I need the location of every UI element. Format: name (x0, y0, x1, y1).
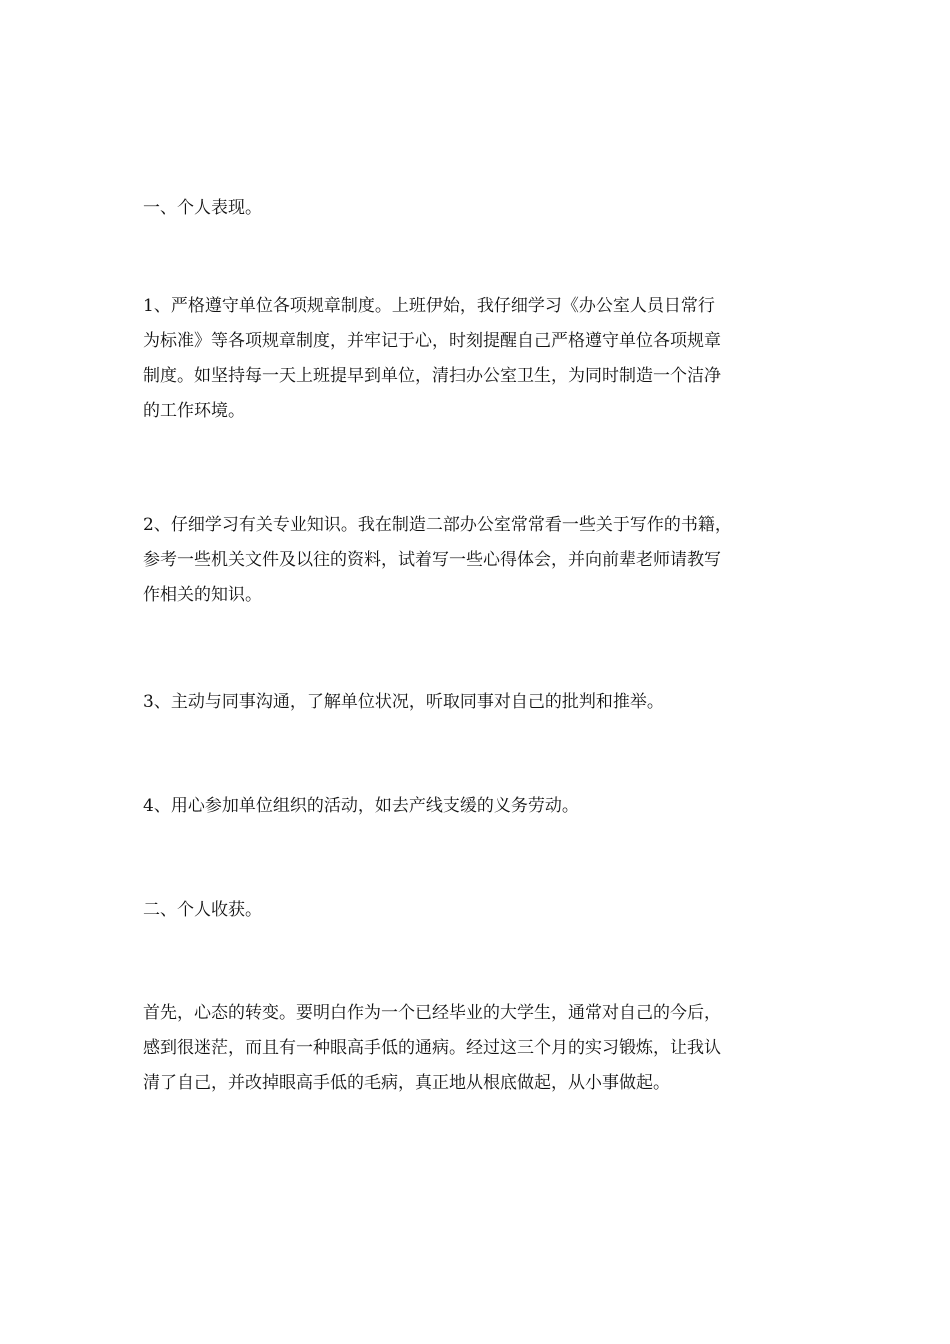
paragraph-first (143, 996, 807, 1101)
text-line: 清了自己，并改掉眼高手低的毛病，真正地从根底做起，从小事做起。 (143, 1073, 670, 1093)
section-heading-personal-performance (143, 191, 807, 226)
text-line: 二、个人收获。 (143, 900, 262, 920)
text-line: 制度。如坚持每一天上班提早到单位，清扫办公室卫生，为同时制造一个洁净 (143, 366, 721, 386)
paragraph-item-1 (143, 289, 807, 429)
text-line: 一、个人表现。 (143, 198, 262, 218)
text-line: 为标准》等各项规章制度，并牢记于心，时刻提醒自己严格遵守单位各项规章 (143, 331, 721, 351)
paragraph-item-3 (143, 685, 807, 720)
paragraph-item-4 (143, 789, 807, 824)
section-heading-personal-gains (143, 893, 807, 928)
text-line: 1、严格遵守单位各项规章制度。上班伊始，我仔细学习《办公室人员日常行 (143, 296, 715, 316)
text-line: 作相关的知识。 (143, 585, 262, 605)
paragraph-item-2 (143, 508, 807, 613)
text-line: 2、仔细学习有关专业知识。我在制造二部办公室常常看一些关于写作的书籍， (143, 515, 732, 535)
text-line: 参考一些机关文件及以往的资料，试着写一些心得体会，并向前辈老师请教写 (143, 550, 721, 570)
text-line: 首先，心态的转变。要明白作为一个已经毕业的大学生，通常对自己的今后， (143, 1003, 721, 1023)
text-line: 感到很迷茫，而且有一种眼高手低的通病。经过这三个月的实习锻炼，让我认 (143, 1038, 721, 1058)
text-line: 3、主动与同事沟通，了解单位状况，听取同事对自己的批判和推举。 (143, 692, 664, 712)
text-line: 的工作环境。 (143, 401, 245, 421)
text-line: 4、用心参加单位组织的活动，如去产线支缓的义务劳动。 (143, 796, 579, 816)
